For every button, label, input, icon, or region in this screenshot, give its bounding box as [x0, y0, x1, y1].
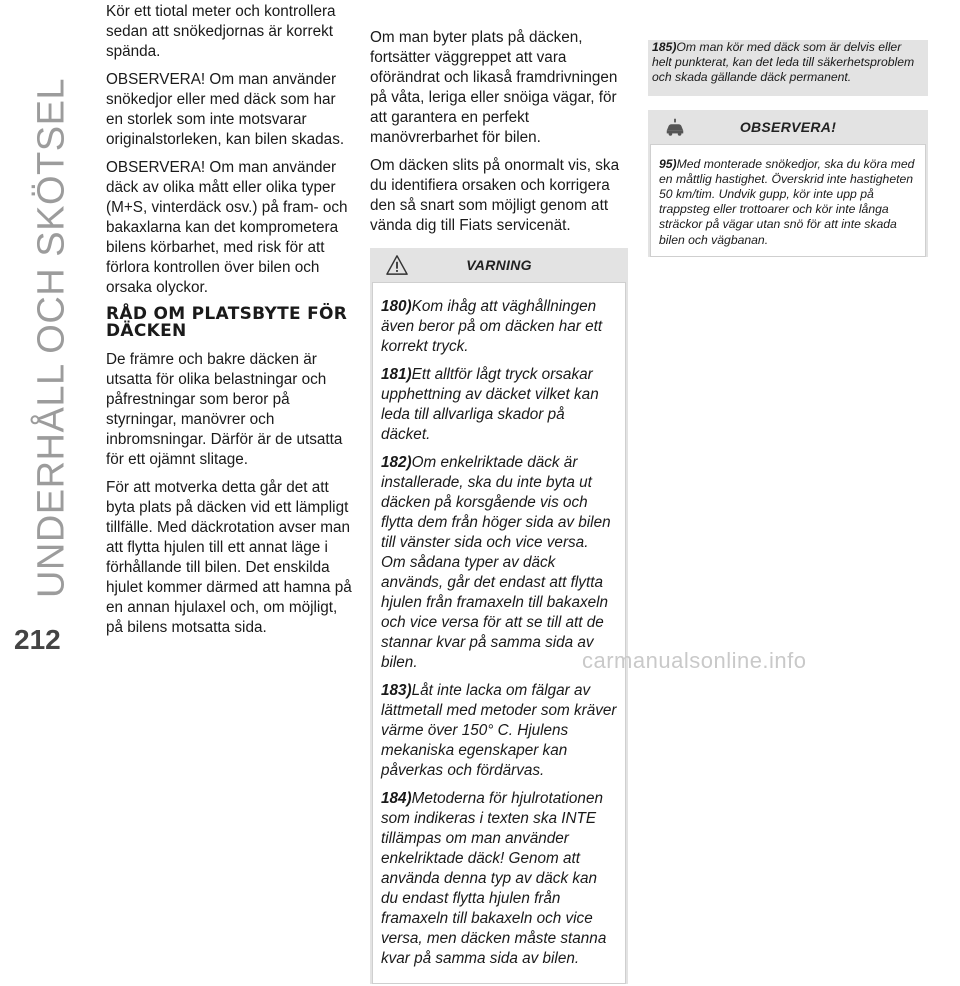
column-1 — [106, 2, 352, 646]
note-item: 181)Ett alltför lågt tryck orsakar upphettning av däcket vilket kan leda till allvarliga skador på däcket. — [381, 366, 599, 443]
car-warning-icon — [664, 116, 686, 138]
warning-box — [370, 248, 628, 984]
note-item: 95)Med monterade snökedjor, ska du köra med en måttlig hastighet. Överskrid inte hastigheten 50 km/tim. Undvik gupp, kör inte upp på trappsteg eller trottoarer och kör inte långa sträckor på vägar utan snö för att inte skada bilen och vägbanan. — [659, 156, 915, 247]
paragraph: De främre och bakre däcken är utsatta för olika belastningar och påfrestningar som beror på styrningar, manövrer och inbromsningar. Därför är de utsatta för ett ojämnt slitage. — [106, 351, 343, 468]
note-item: 182)Om enkelriktade däck är installerade, ska du inte byta ut däcken på korsgående vis och flytta dem från höger sida av bilen till vänster sida och vice versa. Om sådana typer av däck används, går det endast att flytta hjulen från framaxeln till bakaxeln och vice versa för att se till att de stannar kvar på samma sida av bilen. — [381, 454, 611, 671]
note-item: 180)Kom ihåg att väghållningen även beror på om däcken har ett korrekt tryck. — [381, 298, 603, 355]
note-box — [648, 40, 928, 96]
paragraph: För att motverka detta går det att byta plats på däcken vid ett lämpligt tillfälle. Med däckrotation avser man att flytta hjulen till ett annat läge i förhållande till bilen. Det enskilda hjulet kommer därmed att hamna på en annan hjulaxel och, om möjligt, på bilens motsatta sida. — [106, 479, 352, 636]
warning-title: VARNING — [466, 257, 532, 273]
paragraph: OBSERVERA! Om man använder snökedjor eller med däck som har en storlek som inte motsvarar originalstorleken, kan bilen skadas. — [106, 71, 345, 148]
paragraph: OBSERVERA! Om man använder däck av olika mått eller olika typer (M+S, vinterdäck osv.) på fram- och bakaxlarna kan det komprometera bilens körbarhet, med risk för att förlora kontrollen över bilen och orsaka olyckor. — [106, 159, 348, 296]
observera-notes — [650, 144, 926, 257]
warning-triangle-icon — [386, 254, 408, 276]
paragraph: Om däcken slits på onormalt vis, ska du identifiera orsaken och korrigera den så snart som möjligt genom att vända dig till Fiats servicenät. — [370, 157, 620, 234]
note-item: 183)Låt inte lacka om fälgar av lättmetall med metoder som kräver värme över 150° C. Hjulens mekaniska egenskaper kan påverkas och fördärvas. — [381, 682, 617, 779]
observera-title: OBSERVERA! — [739, 118, 837, 135]
paragraph: Om man byter plats på däcken, fortsätter väggreppet att vara oförändrat och likaså framdrivningen på våta, leriga eller snöiga vägar, för att garantera en perfekt manövrerbarhet för bilen. — [370, 29, 618, 146]
observera-box-header — [648, 110, 928, 144]
note-item: 184)Metoderna för hjulrotationen som indikeras i texten ska INTE tillämpas om man använder enkelriktade däck! Genom att använda denna typ av däck kan du endast flytta hjulen från framaxeln till bakaxeln och vice versa, men däcken måste stanna kvar på samma sida av bilen. — [381, 790, 607, 967]
column-3 — [648, 40, 928, 259]
warning-box-header — [370, 248, 628, 282]
paragraph: Kör ett tiotal meter och kontrollera sedan att snökedjornas är korrekt spända. — [106, 3, 336, 60]
section-side-title: UNDERHÅLL OCH SKÖTSEL — [30, 77, 73, 599]
page-number: 212 — [14, 624, 61, 655]
warning-notes — [372, 282, 626, 984]
top-note — [648, 40, 928, 96]
column-2 — [370, 28, 628, 986]
note-item: 185)Om man kör med däck som är delvis eller helt punkterat, kan det leda till säkerhetsproblem och skada gällande däck permanent. — [652, 40, 915, 85]
observera-box — [648, 110, 928, 257]
section-heading: RÅD OM PLATSBYTE FÖR DÄCKEN — [106, 304, 348, 341]
watermark: carmanualsonline.info — [582, 648, 807, 673]
